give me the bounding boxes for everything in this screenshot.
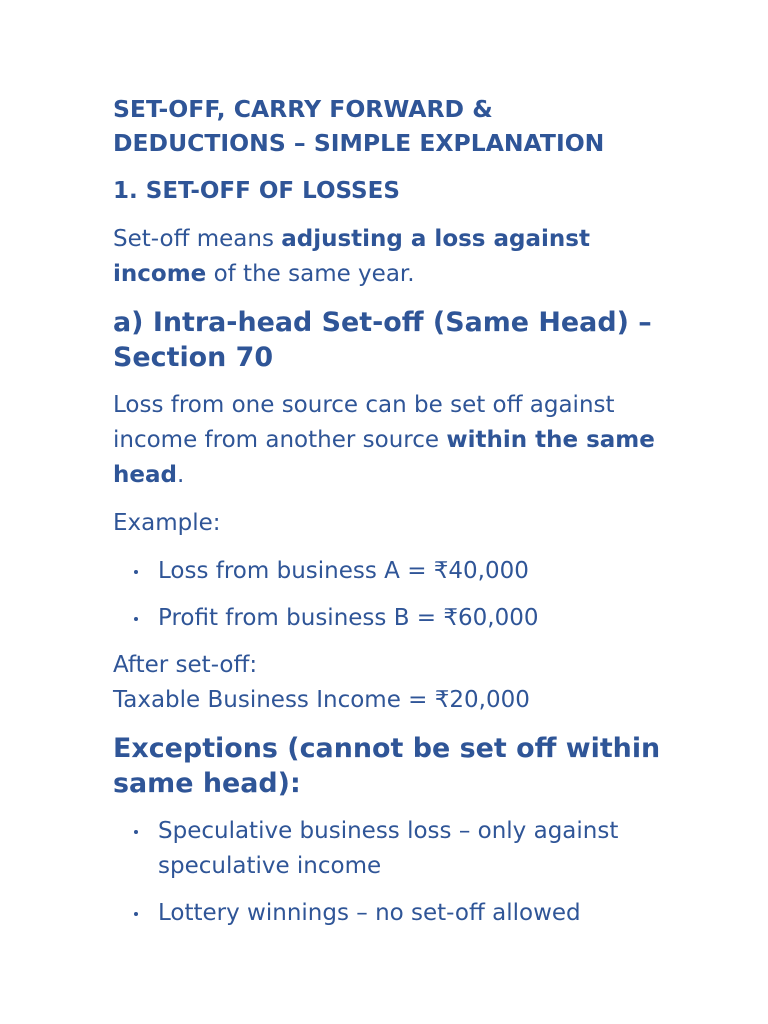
intra-head-prefix: Loss from one source can be set off against income from another source — [113, 392, 615, 453]
bullet-icon — [134, 617, 138, 621]
example-item-text: Profit from business B = ₹60,000 — [158, 605, 539, 631]
example-list — [113, 554, 673, 636]
setoff-definition-emphasis: adjusting a loss against income — [113, 226, 590, 287]
bullet-icon — [134, 830, 138, 834]
example-label: Example: — [113, 510, 221, 536]
page-title — [113, 92, 673, 160]
list-item — [113, 554, 673, 589]
setoff-definition-paragraph — [113, 222, 673, 292]
exception-item-text: Speculative business loss – only against speculative income — [158, 818, 619, 879]
exceptions-list — [113, 814, 673, 931]
intra-head-emphasis: within the same head — [113, 427, 655, 488]
bullet-icon — [134, 912, 138, 916]
title-line-2: DEDUCTIONS – SIMPLE EXPLANATION — [113, 129, 605, 157]
after-setoff-paragraph — [113, 648, 673, 718]
list-item — [113, 601, 673, 636]
after-setoff-label: After set-off: — [113, 652, 258, 678]
exception-item-text: Lottery winnings – no set-off allowed — [158, 900, 581, 926]
intra-head-paragraph — [113, 388, 673, 493]
title-line-1: SET-OFF, CARRY FORWARD & — [113, 95, 493, 123]
intra-head-subheading: a) Intra-head Set-off (Same Head) – Section 70 — [113, 307, 652, 373]
setoff-definition-prefix: Set-off means — [113, 226, 282, 252]
setoff-definition-suffix: of the same year. — [206, 261, 415, 287]
list-item — [113, 814, 673, 884]
exceptions-heading: Exceptions (cannot be set off within same head): — [113, 733, 661, 799]
intra-head-suffix: . — [176, 462, 185, 488]
taxable-income-line: Taxable Business Income = ₹20,000 — [113, 687, 530, 713]
section-heading-setoff: 1. SET-OFF OF LOSSES — [113, 178, 400, 204]
bullet-icon — [134, 570, 138, 574]
example-item-text: Loss from business A = ₹40,000 — [158, 558, 529, 584]
list-item — [113, 896, 673, 931]
document-page — [113, 92, 673, 943]
